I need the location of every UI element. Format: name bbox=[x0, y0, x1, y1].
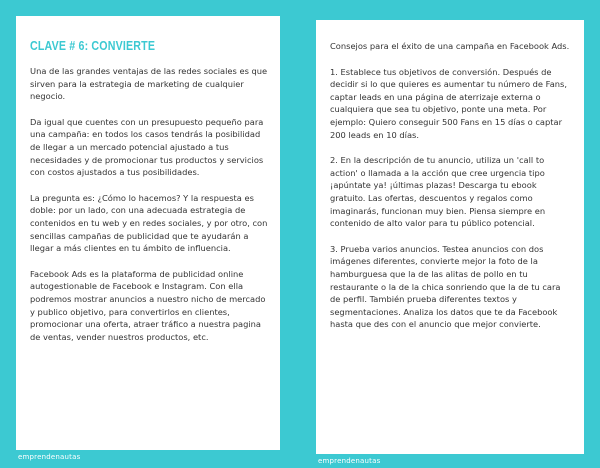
right-page bbox=[316, 20, 584, 454]
left-paragraph-3: La pregunta es: ¿Cómo lo hacemos? Y la respuesta es doble: por un lado, con una adecuada estrategia de contenidos en tu web y en redes sociales, y por otro, con sencillas campañas de publicidad que te ayudarán a llegar a más clientes en tu ámbito de influencia. bbox=[30, 192, 268, 254]
right-paragraph-tip-1: 1. Establece tus objetivos de conversión. Después de decidir si lo que quieres es aumentar tu número de Fans, captar leads en una página de aterrizaje externa o cualquiera que sea tu objetivo, ponte una meta. Por ejemplo: Quiero conseguir 500 Fans en 15 días o captar 200 leads en 10 días. bbox=[330, 66, 567, 140]
right-paragraph-tip-3: 3. Prueba varios anuncios. Testea anuncios con dos imágenes diferentes, convierte mejor la foto de la hamburguesa que la de las alitas de pollo en tu restaurante o la de la chica sonriendo que la de tu cara de perfil. También prueba diferentes textos y segmentaciones. Analiza los datos que te da Facebook hasta que des con el anuncio que mejor convierte. bbox=[330, 243, 561, 330]
right-paragraph-tip-2: 2. En la descripción de tu anuncio, utiliza un 'call to action' o llamada a la acción que cree urgencia tipo ¡apúntate ya! ¡últimas plazas! Descarga tu ebook gratuito. Las ofertas, descuentos y regalos como imaginarás, funcionan muy bien. Piensa siempre en contenido de alto valor para tu público potencial. bbox=[330, 155, 546, 229]
left-page bbox=[16, 16, 280, 450]
right-footer-brand: emprendenautas bbox=[318, 457, 381, 465]
left-footer-brand: emprendenautas bbox=[18, 453, 81, 461]
left-paragraph-1: Una de las grandes ventajas de las redes sociales es que sirven para la estrategia de marketing de cualquier negocio. bbox=[30, 66, 268, 102]
left-paragraph-2: Da igual que cuentes con un presupuesto pequeño para una campaña: en todos los casos tendrás la posibilidad de llegar a un mercado potencial ajustado a tus necesidades y de promocionar tus productos y servicios con costos ajustados a tus posibilidades. bbox=[30, 116, 264, 178]
right-paragraph-intro: Consejos para el éxito de una campaña en Facebook Ads. bbox=[330, 41, 570, 51]
left-paragraph-4: Facebook Ads es la plataforma de publicidad online autogestionable de Facebook e Instagram. Con ella podremos mostrar anuncios a nuestro nicho de mercado y publico objetivo, para convertirlos en clientes, promocionar una oferta, atraer tráfico a nuestra pagina de ventas, vender nuestros productos, etc. bbox=[30, 268, 266, 342]
section-heading: CLAVE # 6: CONVIERTE bbox=[30, 38, 156, 53]
